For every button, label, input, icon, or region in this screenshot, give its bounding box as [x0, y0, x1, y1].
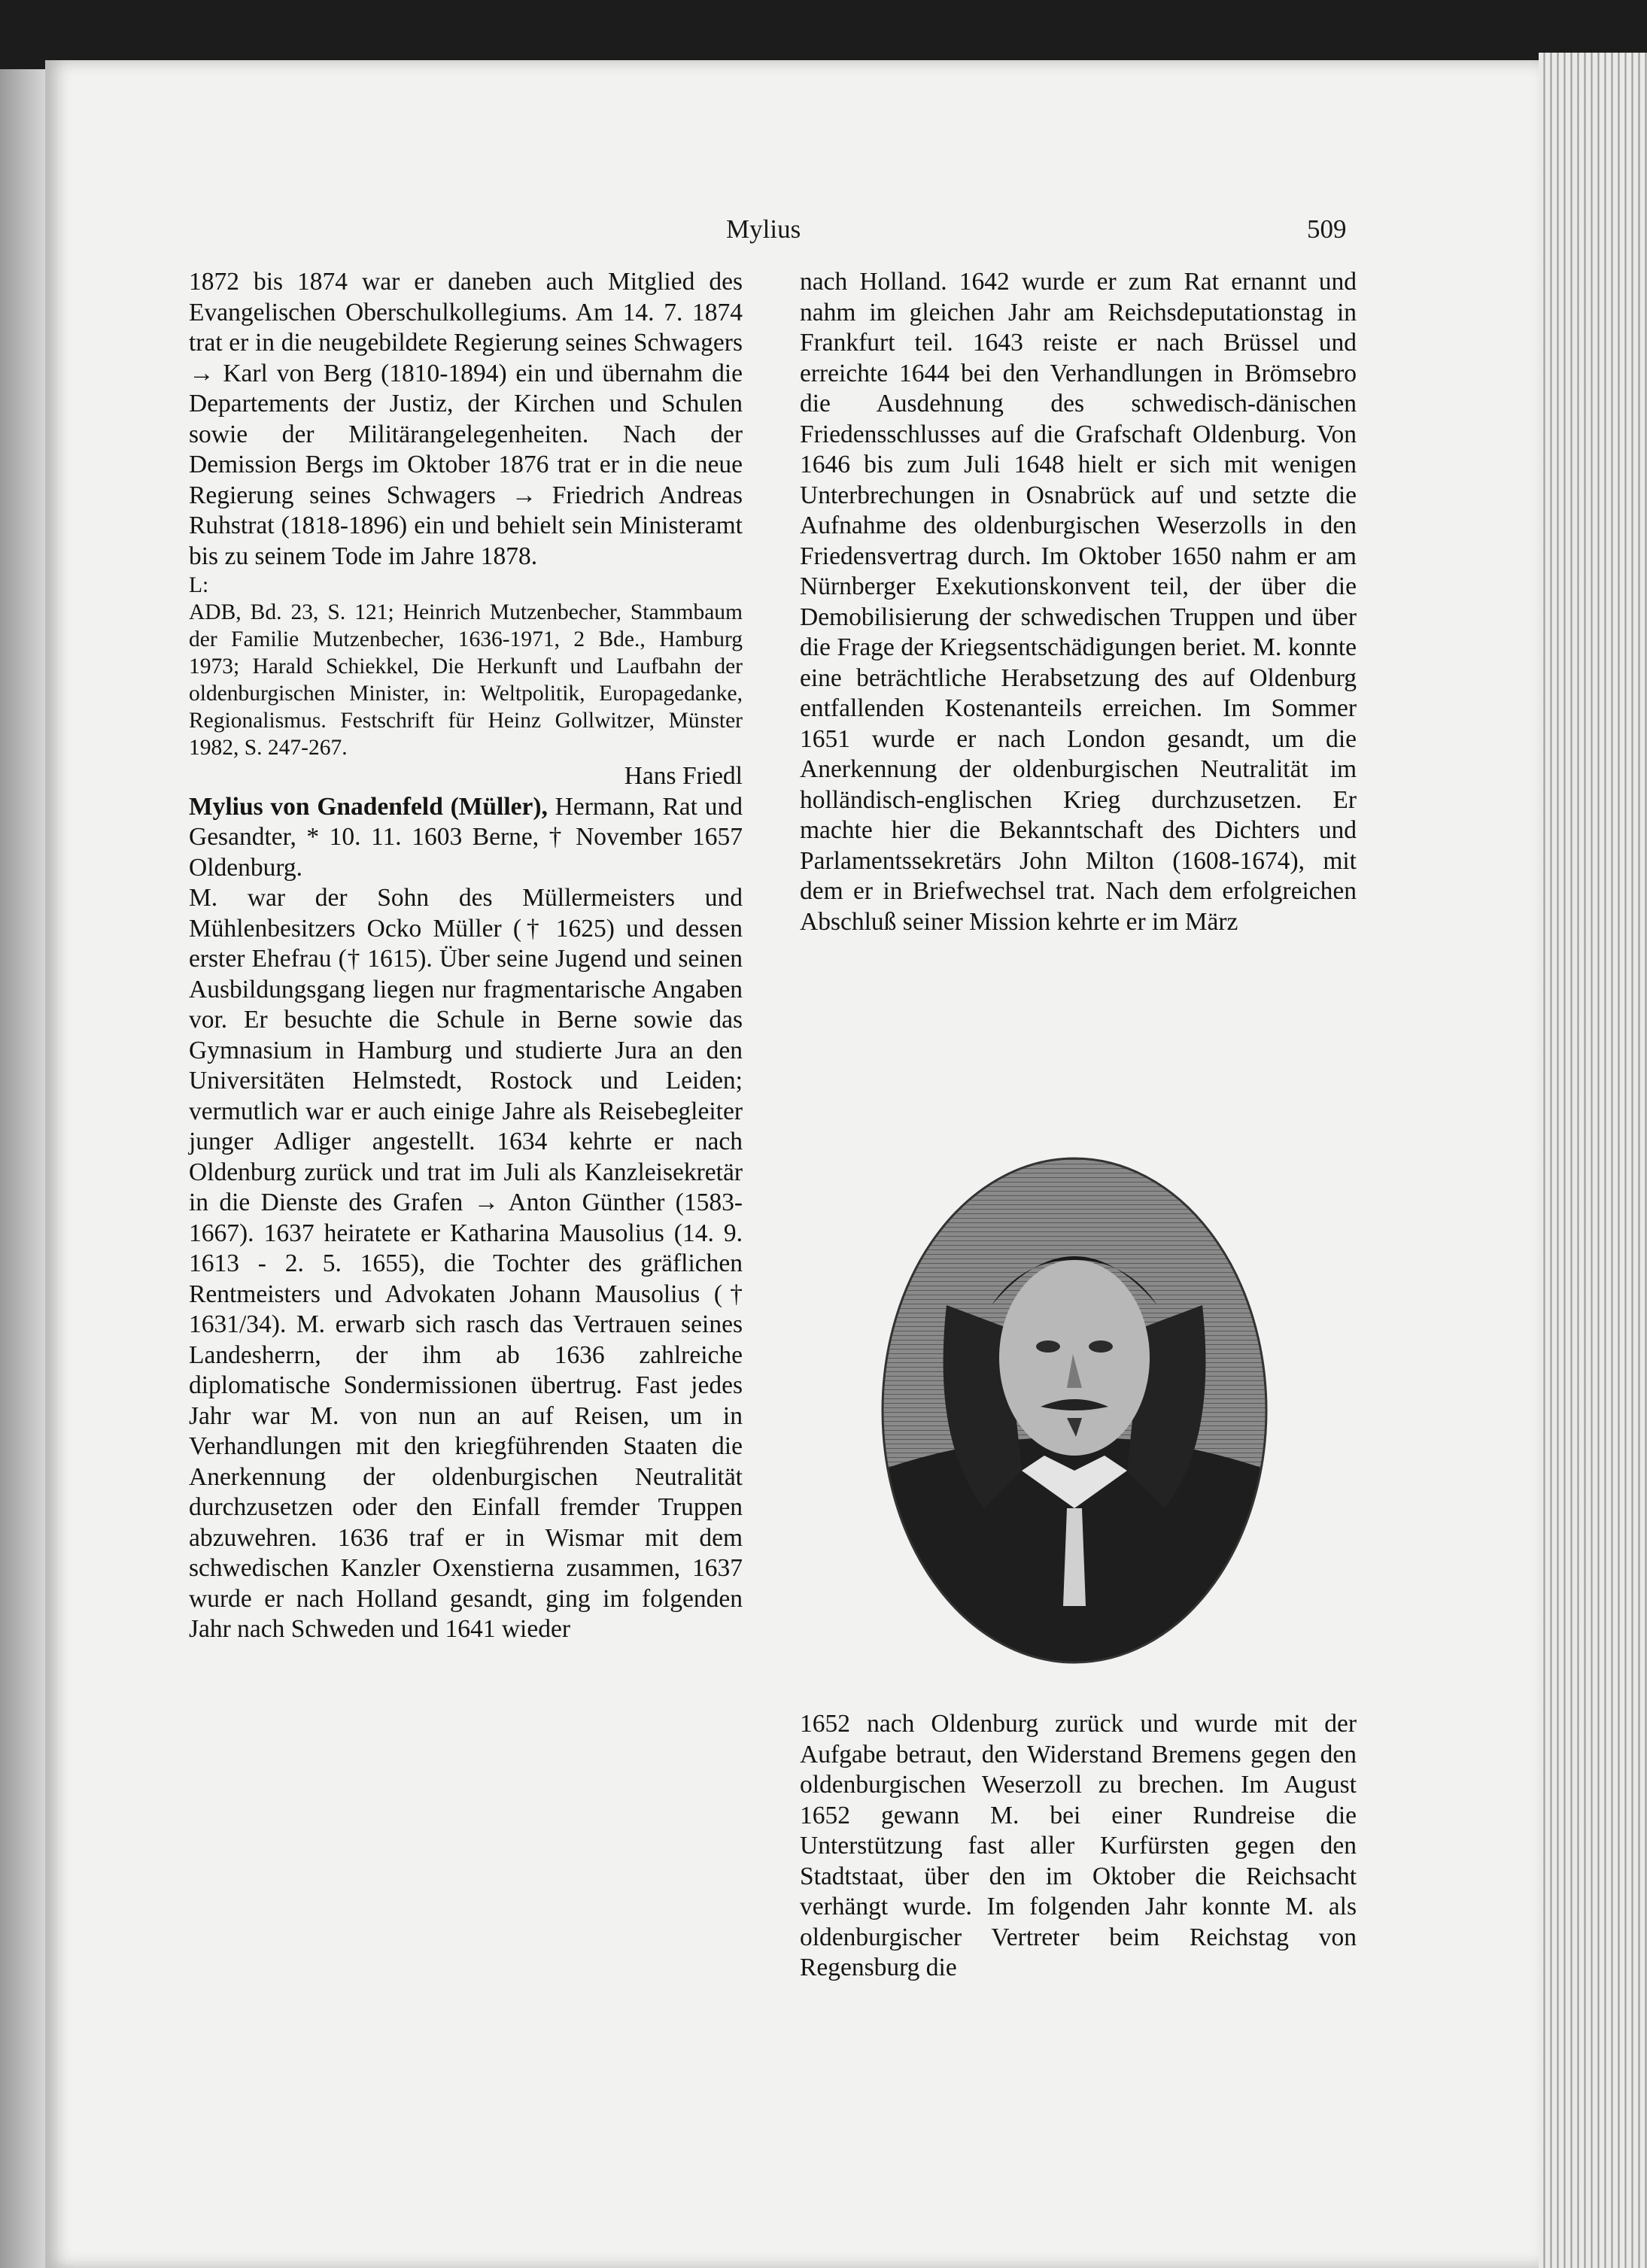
page-edges — [1539, 53, 1647, 2268]
author-signature: Hans Friedl — [624, 762, 743, 790]
entry-intro: Hermann, Rat und Gesandter, * 10. 11. 1603 Berne, † November 1657 Oldenburg. — [189, 792, 743, 882]
scan-background — [0, 0, 1647, 69]
portrait-engraving-icon — [879, 1155, 1270, 1666]
left-column — [189, 267, 743, 1645]
right-column-bottom — [800, 1709, 1357, 1984]
right-text-bottom: 1652 nach Oldenburg zurück und wurde mit der Aufgabe betraut, den Widerstand Bremens gegen den oldenburgischen Weserzoll zu brechen. Im August 1652 gewann M. bei einer Rundreise die Unterstützung fast aller Kurfürsten gegen den Stadtstaat, über den im Oktober die Reichsacht verhängt wurde. Im folgenden Jahr konnte M. als oldenburgischer Vertreter beim Reichstag von Regensburg die — [800, 1710, 1357, 1981]
literature-label: L: — [189, 573, 209, 597]
entry-body: M. war der Sohn des Müllermeisters und Mühlenbesitzers Ocko Müller († 1625) und dessen erster Ehefrau († 1615). Über seine Jugend und seinen Ausbildungsgang liegen nur fragmentarische Angaben vor. Er besuchte die Schule in Berne sowie das Gymnasium in Hamburg und studierte Jura an den Universitäten Helmstedt, Rostock und Leiden; vermutlich war er auch einige Jahre als Reisebegleiter junger Adliger angestellt. 1634 kehrte er nach Oldenburg zurück und trat im Juli als Kanzleisekretär in die Dienste des Grafen → Anton Günther (1583-1667). 1637 heiratete er Katharina Mausolius (14. 9. 1613 - 2. 5. 1655), die Tochter des gräflichen Rentmeisters und Advokaten Johann Mausolius († 1631/34). M. erwarb sich rasch das Vertrauen seines Landesherrn, der ihm ab 1636 zahlreiche diplomatische Sondermissionen übertrug. Fast jedes Jahr war M. von nun an auf Reisen, um in Verhandlungen mit den kriegführenden Staaten die Anerkennung der oldenburgischen Neutralität durchzusetzen oder den Einfall fremder Truppen abzuwehren. 1636 traf er in Wismar mit dem schwedischen Kanzler Oxenstierna zusammen, 1637 wurde er nach Holland gesandt, ging im folgenden Jahr nach Schweden und 1641 wieder — [189, 884, 743, 1643]
running-head-title: Mylius — [726, 214, 801, 244]
previous-entry-text: 1872 bis 1874 war er daneben auch Mitglied des Evangelischen Oberschulkollegiums. Am 14. 7. 1874 trat er in die neugebildete Regierung seines Schwagers → Karl von Berg (1810-1894) ein und übernahm die Departements der Justiz, der Kirchen und Schulen sowie der Militärangelegenheiten. Nach der Demission Bergs im Oktober 1876 trat er in die neue Regierung seines Schwagers → Friedrich Andreas Ruhstrat (1818-1896) ein und behielt sein Ministeramt bis zu seinem Tode im Jahre 1878. — [189, 268, 743, 570]
literature-text: ADB, Bd. 23, S. 121; Heinrich Mutzenbecher, Stammbaum der Familie Mutzenbecher, 1636-1971, 2 Bde., Hamburg 1973; Harald Schiekkel, Die Herkunft und Laufbahn der oldenburgischen Minister, in: Weltpolitik, Europagedanke, Regionalismus. Festschrift für Heinz Gollwitzer, Münster 1982, S. 247-267. — [189, 600, 743, 760]
entry-heading — [189, 792, 743, 884]
right-text-top: nach Holland. 1642 wurde er zum Rat ernannt und nahm im gleichen Jahr am Reichsdeputationstag in Frankfurt teil. 1643 reiste er nach Brüssel und erreichte 1644 bei den Verhandlungen in Brömsebro die Ausdehnung des schwedisch-dänischen Friedensschlusses auf die Grafschaft Oldenburg. Von 1646 bis zum Juli 1648 hielt er sich mit wenigen Unterbrechungen in Osnabrück auf und setzte die Aufnahme des oldenburgischen Weserzolls in den Friedensvertrag durch. Im Oktober 1650 nahm er am Nürnberger Exekutionskonvent teil, der über die Demobilisierung der schwedischen Truppen und über die Frage der Kriegsentschädigungen beriet. M. konnte eine beträchtliche Herabsetzung des auf Oldenburg entfallenden Kostenanteils erreichen. Im Sommer 1651 wurde er nach London gesandt, um die Anerkennung der oldenburgischen Neutralität im holländisch-englischen Krieg durchzusetzen. Er machte hier die Bekanntschaft des Dichters und Parlamentssekretärs John Milton (1608-1674), mit dem er in Briefwechsel trat. Nach dem erfolgreichen Abschluß seiner Mission kehrte er im März — [800, 268, 1357, 936]
right-column-top — [800, 267, 1357, 937]
page-number: 509 — [1307, 214, 1347, 244]
previous-page-edge — [0, 69, 45, 2268]
entry-name: Mylius von Gnadenfeld (Müller), — [189, 792, 548, 821]
